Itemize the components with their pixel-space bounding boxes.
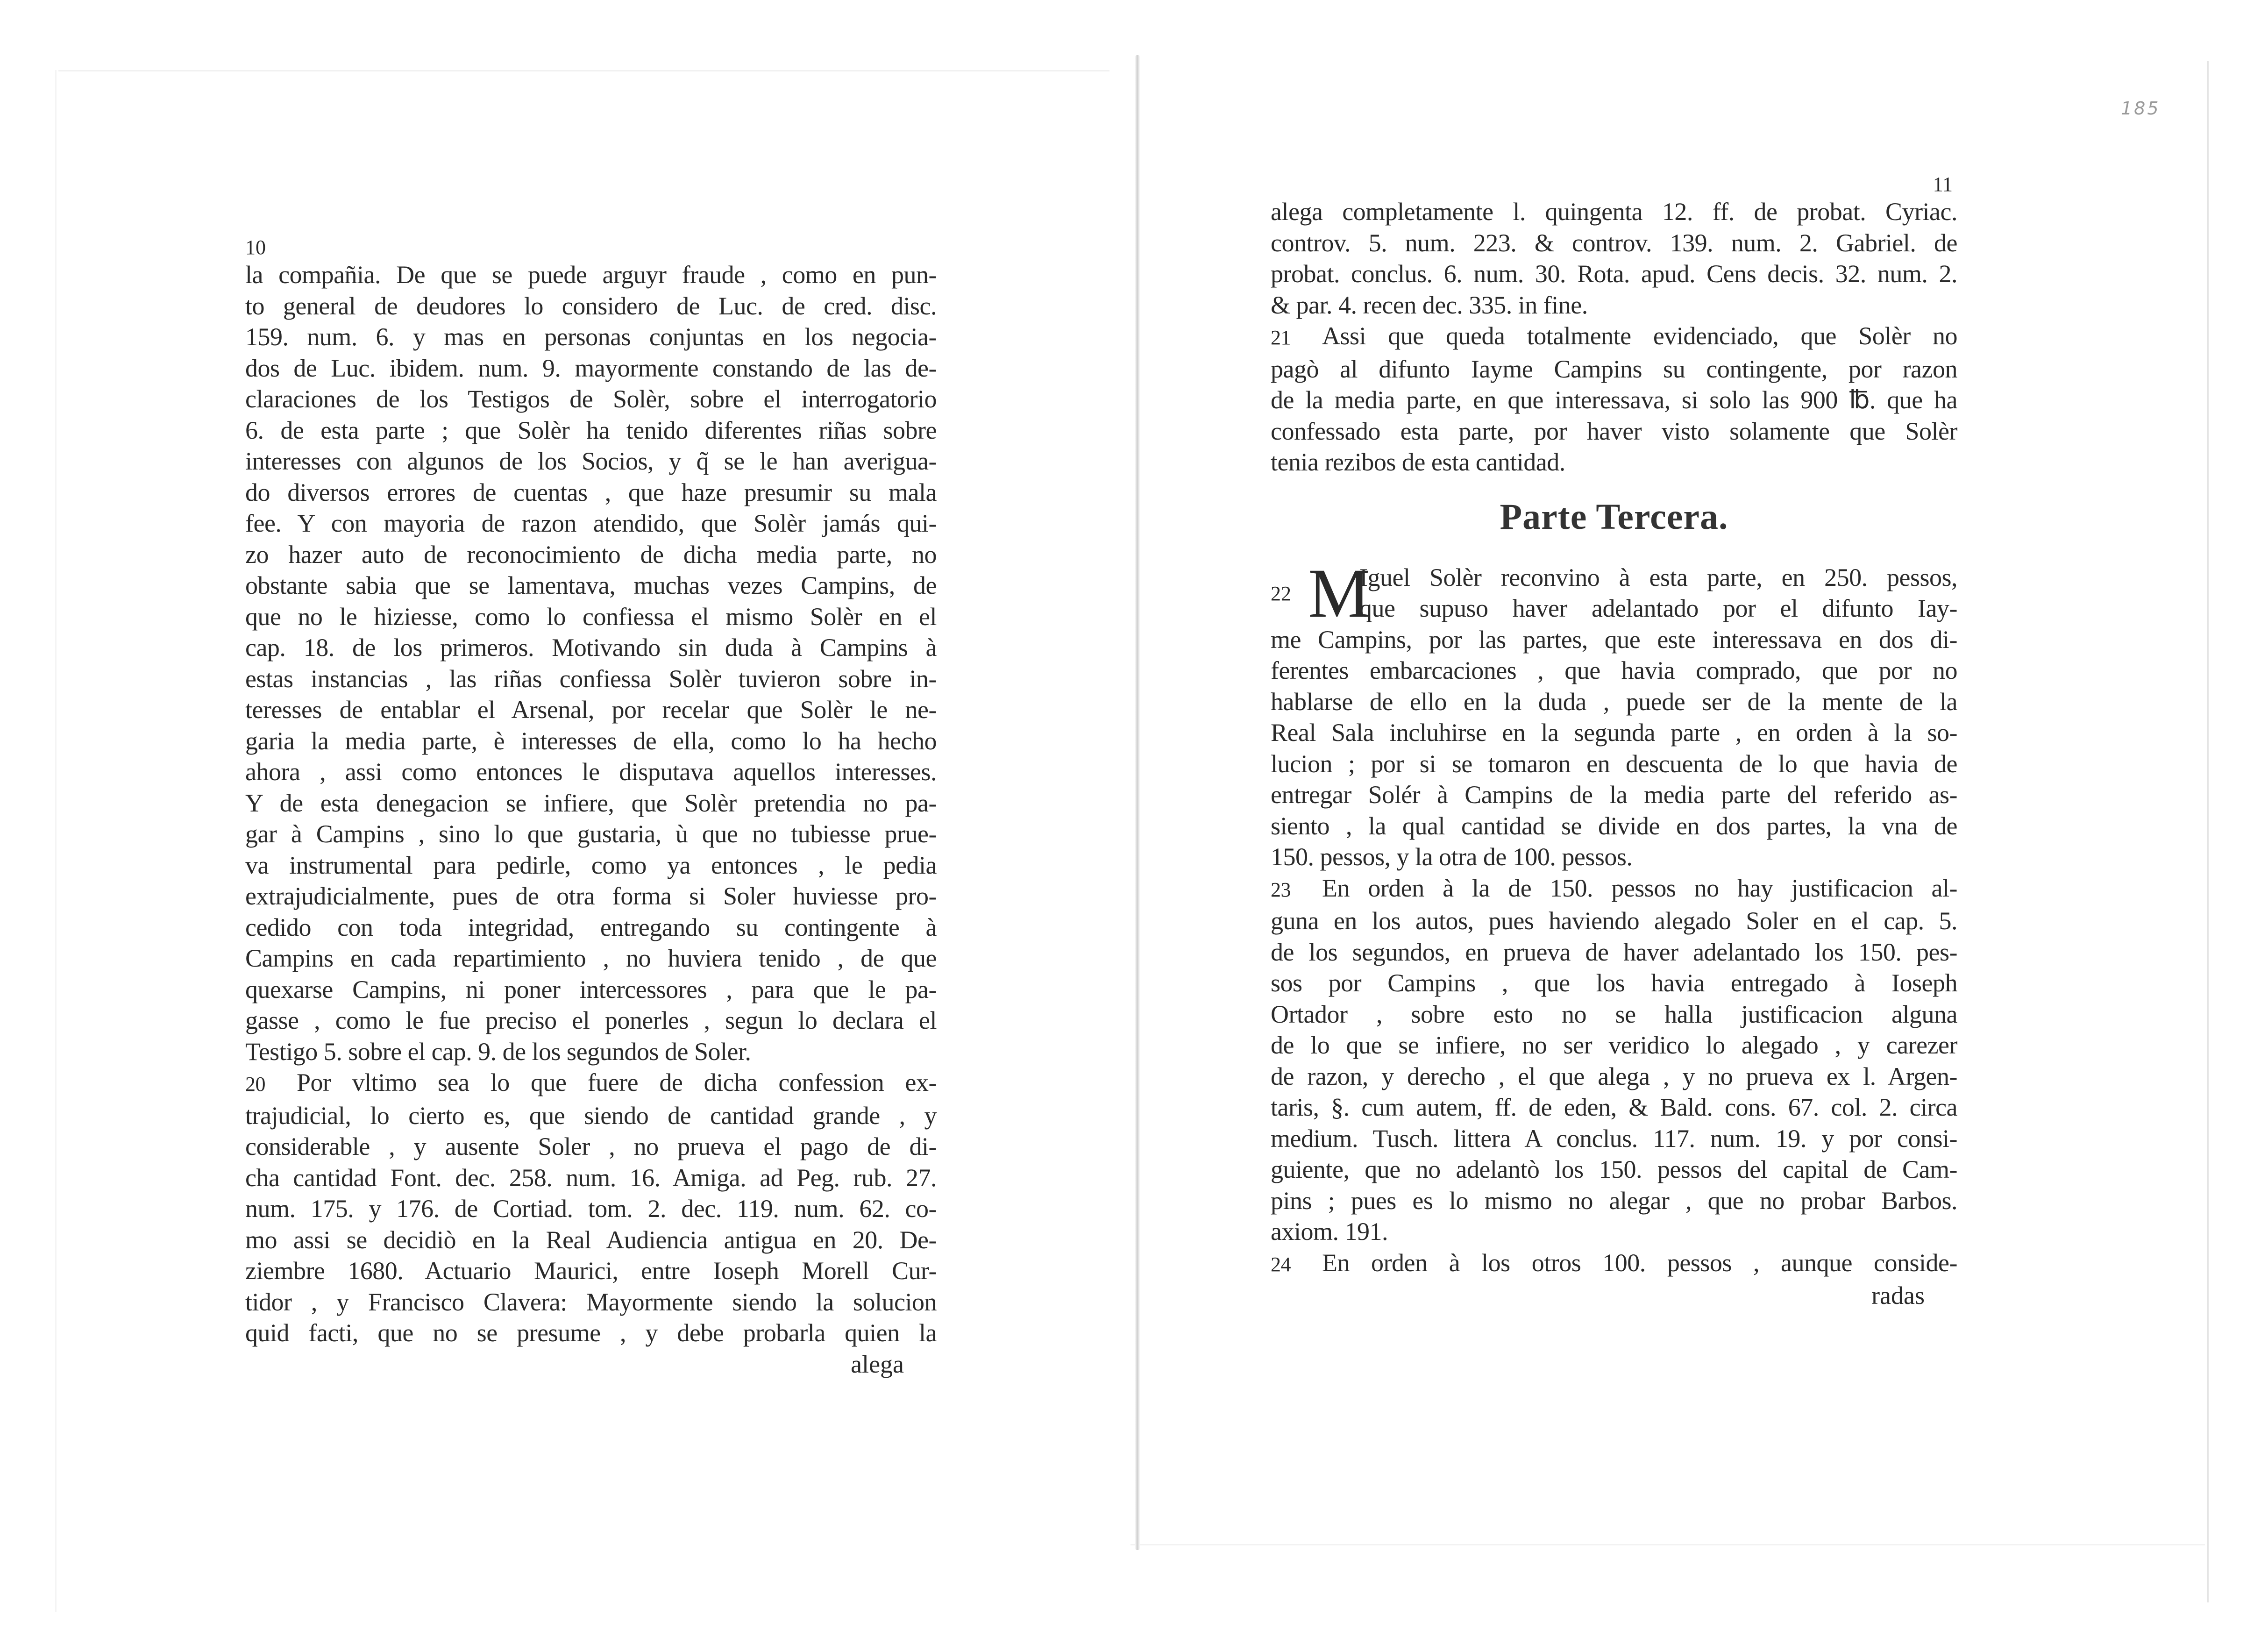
text-line [245,1067,937,1100]
text-line [1271,779,1957,811]
text-line [245,1005,937,1036]
text-line [245,1287,937,1318]
line-text: taris, §. cum autem, ff. de eden, & Bald. cons. 67. col. 2. circa [1271,1093,1957,1121]
text-line [1271,937,1957,968]
line-text: Campins en cada repartimiento , no huviera tenido , de que [245,944,937,972]
line-text: tenia rezibos de esta cantidad. [1271,448,1565,476]
text-line [1271,624,1957,655]
section-heading: Parte Tercera. [1500,496,1728,537]
catchword: alega [851,1350,904,1378]
sheet-edge-bottom [1130,1544,2205,1545]
line-text: gar à Campins , sino lo que gustaria, ù que no tubiesse prue- [245,820,937,848]
text-line [1271,1123,1957,1154]
line-text: ferentes embarcaciones , que havia comprado, que por no [1271,656,1957,684]
line-text: ziembre 1680. Actuario Maurici, entre Ioseph Morell Cur- [245,1257,937,1285]
text-line [1271,811,1957,842]
text-line [245,321,937,353]
line-text: En orden à los otros 100. pessos , aunque conside- [1322,1248,1957,1277]
line-text: ahora , assi como entonces le disputava aquellos interesses. [245,758,937,786]
text-line [245,912,937,943]
line-text: 6. de esta parte ; que Solèr ha tenido diferentes riñas sobre [245,416,937,444]
line-text: Iguel Solèr reconvino à esta parte, en 250. pessos, [1359,563,1957,591]
sheet-edge-top [58,70,1109,71]
line-text: estas instancias , las riñas confiessa Solèr tuvieron sobre in- [245,664,937,693]
paragraph-number: 24 [1271,1253,1291,1276]
line-text: alega completamente l. quingenta 12. ff. de probat. Cyriac. [1271,198,1957,226]
drop-cap: M [1308,554,1371,632]
line-text: En orden à la de 150. pessos no hay justificacion al- [1322,874,1957,902]
paragraph-22 [1271,554,1957,873]
line-text: & par. 4. recen dec. 335. in fine. [1271,291,1588,319]
right-page [1271,173,1957,1311]
line-text: Testigo 5. sobre el cap. 9. de los segundos de Soler. [245,1037,751,1066]
text-line [1271,562,1957,593]
line-text: pins ; pues es lo mismo no alegar , que no probar Barbos. [1271,1186,1957,1215]
line-text: de lo que se infiere, no ser veridico lo alegado , y carezer [1271,1031,1957,1059]
text-line [1271,1247,1957,1281]
line-text: num. 175. y 176. de Cortiad. tom. 2. dec. 119. num. 62. co- [245,1195,937,1223]
line-text: quexarse Campins, ni poner intercessores , para que le pa- [245,975,937,1003]
paragraph-number: 20 [245,1073,265,1096]
line-text: claraciones de los Testigos de Solèr, sobre el interrogatorio [245,385,937,413]
line-text: interesses con algunos de los Socios, y q̃ se le han averigua- [245,447,937,475]
text-line [1271,196,1957,228]
line-text: siento , la qual cantidad se divide en dos partes, la vna de [1271,811,1957,840]
text-line [1271,228,1957,259]
line-text: Y de esta denegacion se infiere, que Solèr pretendia no pa- [245,789,937,817]
text-line [245,570,937,601]
text-line [245,756,937,788]
text-line [1271,686,1957,718]
page-number: 11 [1933,173,1953,196]
text-line [245,943,937,974]
text-line [1271,354,1957,385]
line-text: cap. 18. de los primeros. Motivando sin duda à Campins à [245,633,937,662]
line-text: to general de deudores lo considero de Luc. de cred. disc. [245,292,937,320]
line-text: confessado esta parte, por haver visto solamente que Solèr [1271,417,1957,445]
text-line [245,601,937,633]
text-line [1271,384,1957,416]
text-line [245,1036,937,1068]
text-line [1271,1092,1957,1123]
line-text: Ortador , sobre esto no se halla justificacion alguna [1271,1000,1957,1028]
left-page-body [245,259,937,1067]
text-line [245,818,937,850]
line-text: de los segundos, en prueva de haver adelantado los 150. pes- [1271,938,1957,966]
page-number: 10 [245,236,266,259]
line-text: teresses de entablar el Arsenal, por recelar que Solèr le ne- [245,696,937,724]
line-text: axiom. 191. [1271,1217,1388,1245]
line-text: zo hazer auto de reconocimiento de dicha media parte, no [245,540,937,569]
paragraph-21 [1271,320,1957,478]
text-line [1271,655,1957,686]
line-text: que no le hiziesse, como lo confiessa el mismo Solèr en el [245,602,937,631]
text-line [1271,447,1957,478]
text-line [245,1162,937,1194]
line-text: probat. conclus. 6. num. 30. Rota. apud. Cens decis. 32. num. 2. [1271,260,1957,288]
line-text: que supuso haver adelantado por el difunto Iay- [1359,594,1957,622]
text-line [245,726,937,757]
text-line [1271,593,1957,624]
text-line [1271,1185,1957,1217]
line-text: fee. Y con mayoria de razon atendido, que Solèr jamás qui- [245,509,937,537]
line-text: trajudicial, lo cierto es, que siendo de cantidad grande , y [245,1101,937,1130]
line-text: do diversos errores de cuentas , que haze presumir su mala [245,478,937,506]
text-line [245,1317,937,1349]
line-text: cha cantidad Font. dec. 258. num. 16. Amiga. ad Peg. rub. 27. [245,1163,937,1192]
text-line [1271,999,1957,1030]
line-text: considerable , y ausente Soler , no prueva el pago de di- [245,1132,937,1160]
paragraph-24 [1271,1247,1957,1281]
line-text: entregar Solér à Campins de la media parte del referido as- [1271,781,1957,809]
line-text: pagò al difunto Iayme Campins su contingente, por razon [1271,355,1957,383]
text-line [245,788,937,819]
text-line [1271,1030,1957,1061]
line-text: cedido con toda integridad, entregando su contingente à [245,913,937,941]
sheet-edge-right [2207,61,2209,1602]
text-line [1271,258,1957,290]
line-text: controv. 5. num. 223. & controv. 139. num. 2. Gabriel. de [1271,228,1957,257]
line-text: de la media parte, en que interessava, si solo las 900 ℔. que ha [1271,386,1957,414]
line-text: lucion ; por si se tomaron en descuenta de lo que havia de [1271,749,1957,778]
text-line [245,353,937,384]
line-text: obstante sabia que se lamentava, muchas vezes Campins, de [245,571,937,599]
line-text: gasse , como le fue preciso el ponerles , segun lo declara el [245,1006,937,1034]
text-line [1271,873,1957,906]
text-line [245,1224,937,1256]
text-line [1271,748,1957,780]
text-line [1271,905,1957,937]
line-text: va instrumental para pedirle, como ya entonces , le pedia [245,851,937,879]
text-line [245,1100,937,1132]
line-text: 159. num. 6. y mas en personas conjuntas en los negocia- [245,323,937,351]
text-line [245,1193,937,1224]
text-line [245,539,937,570]
catchword: radas [1871,1281,1925,1310]
text-line [1271,841,1957,873]
text-line [1271,320,1957,354]
text-line [245,508,937,539]
text-line [245,384,937,415]
line-text: de razon, y derecho , el que alega , y no prueva ex l. Argen- [1271,1062,1957,1090]
line-text: medium. Tusch. littera A conclus. 117. num. 19. y por consi- [1271,1124,1957,1153]
text-line [245,694,937,726]
text-line [245,415,937,446]
left-page [245,236,937,1380]
line-text: hablarse de ello en la duda , puede ser de la mente de la [1271,687,1957,716]
text-line [245,974,937,1005]
line-text: Real Sala incluhirse en la segunda parte , en orden à la so- [1271,719,1957,747]
folio-mark: 185 [2121,98,2161,119]
text-line [245,663,937,695]
line-text: Assi que queda totalmente evidenciado, que Solèr no [1322,322,1957,350]
text-line [245,1131,937,1162]
line-text: garia la media parte, è interesses de ella, como lo ha hecho [245,726,937,755]
sheet-edge-left [55,70,57,1612]
text-line [1271,1061,1957,1092]
text-line [245,850,937,881]
book-gutter [1135,55,1140,1550]
text-line [1271,968,1957,999]
text-line [245,291,937,322]
paragraph-number: 22 [1271,582,1291,605]
paragraph-23 [1271,873,1957,1247]
text-line [245,881,937,912]
text-line [245,446,937,477]
line-text: guna en los autos, pues haviendo alegado Soler en el cap. 5. [1271,907,1957,935]
line-text: sos por Campins , que los havia entregado à Ioseph [1271,969,1957,997]
text-line [1271,1216,1957,1247]
text-line [1271,290,1957,321]
line-text: Por vltimo sea lo que fuere de dicha confession ex- [297,1068,937,1096]
text-line [245,1255,937,1287]
text-line [1271,1154,1957,1185]
right-page-top-lines [1271,196,1957,320]
text-line [245,477,937,508]
paragraph-number: 21 [1271,326,1291,349]
line-text: tidor , y Francisco Clavera: Mayormente siendo la solucion [245,1288,937,1316]
line-text: guiente, que no adelantò los 150. pessos del capital de Cam- [1271,1155,1957,1183]
paragraph-20 [245,1067,937,1349]
text-line [1271,717,1957,748]
line-text: me Campins, por las partes, que este interessava en dos di- [1271,625,1957,654]
text-line [1271,416,1957,447]
text-line [245,259,937,291]
line-text: quid facti, que no se presume , y debe probarla quien la [245,1319,937,1347]
line-text: extrajudicialmente, pues de otra forma si Soler huviesse pro- [245,882,937,910]
paragraph-number: 23 [1271,878,1291,901]
line-text: mo assi se decidiò en la Real Audiencia antigua en 20. De- [245,1225,937,1254]
line-text: la compañia. De que se puede arguyr fraude , como en pun- [245,261,937,289]
line-text: 150. pessos, y la otra de 100. pessos. [1271,843,1633,871]
line-text: dos de Luc. ibidem. num. 9. mayormente constando de las de- [245,354,937,382]
text-line [245,632,937,663]
